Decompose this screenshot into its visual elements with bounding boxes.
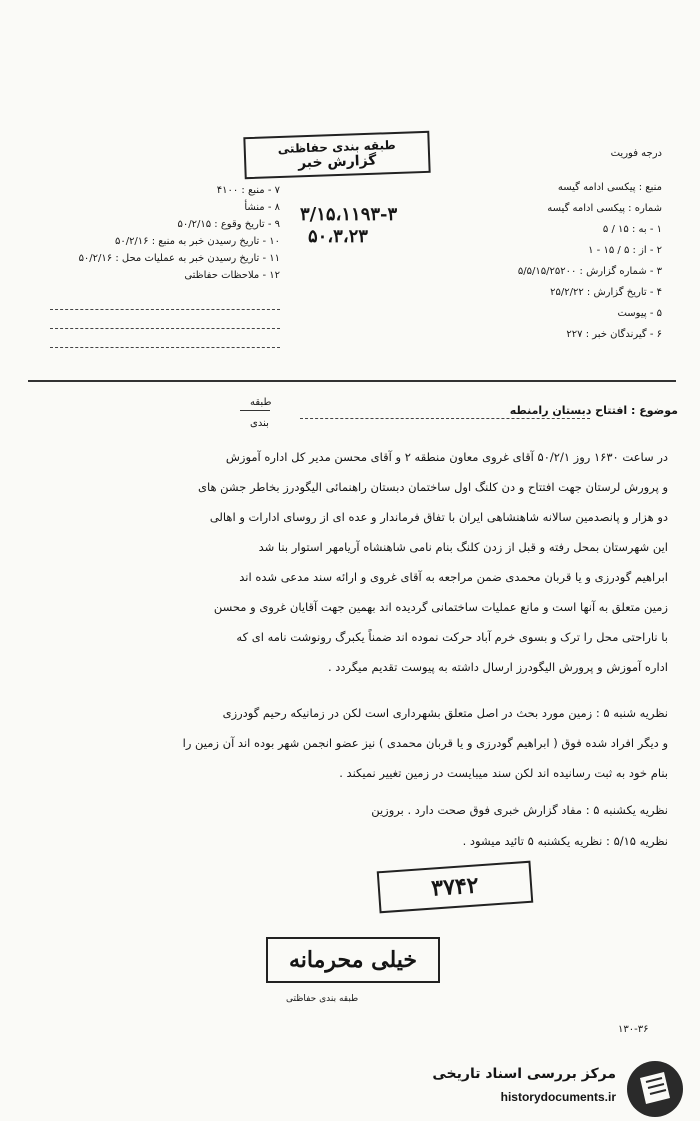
body-line: با ناراحتی محل را ترک و بسوی خرم آباد حرکت نموده اند ضمناً یکبرگ رونوشت نامه ای که: [236, 630, 668, 644]
subject-line: موضوع : افتتاح دبستان رامنطه: [509, 404, 678, 417]
watermark: [420, 1058, 690, 1118]
body-line: در ساعت ۱۶۳۰ روز ۵۰/۲/۱ آقای غروی معاون منطقه ۲ و آقای محسن مدیر کل اداره آموزش: [225, 450, 668, 464]
body-line: این شهرستان بمحل رفته و قبل از زدن کلنگ بنام نامی شاهنشاه آریامهر استوار بنا شد: [258, 540, 668, 554]
watermark-title: مرکز بررسی اسناد تاریخی: [432, 1066, 616, 1082]
field-right: ۱ - به : ۱۵ / ۵: [602, 224, 662, 235]
field-left: ۷ - منبع : ۴۱۰۰: [216, 185, 280, 196]
opinion-line: نظریه شنبه ۵ : زمین مورد بحث در اصل متعلق بشهرداری است لکن در زمانیکه رحیم گودرزی: [222, 706, 668, 720]
signature-text: خیلی محرمانه: [288, 947, 418, 973]
field-right: شماره : پیکسی ادامه گیسه: [547, 203, 662, 214]
page-number: ۱۳۰-۳۶: [618, 1024, 649, 1035]
header-divider: [28, 380, 676, 382]
opinion-line: بنام خود به ثبت رسانیده اند لکن سند میبایست در زمین تغییر نمیکند .: [339, 766, 668, 780]
opinion-block: [30, 708, 668, 798]
body-line: اداره آموزش و پرورش الیگودرز ارسال داشته به پیوست تقدیم میگردد .: [328, 660, 668, 674]
field-left: ۸ - منشأ: [244, 202, 280, 213]
field-right: ۳ - شماره گزارش : ۵/۵/۱۵/۲۵۲۰۰: [517, 266, 662, 277]
body-line: ابراهیم گودرزی و یا قربان محمدی ضمن مراجعه به آقای غروی و ارائه سند مدعی شده اند: [239, 570, 668, 584]
field-left: ۹ - تاریخ وقوع : ۵۰/۲/۱۵: [177, 219, 280, 230]
watermark-url: historydocuments.ir: [500, 1090, 616, 1104]
body-line: زمین متعلق به آنها است و مانع عملیات ساختمانی گردیده اند بهمین جهت آقایان غروی و محسن: [213, 600, 668, 614]
signature-stamp: [266, 937, 440, 983]
archive-logo-icon: [624, 1058, 686, 1120]
field-right: ۶ - گیرندگان خبر : ۲۲۷: [566, 329, 662, 340]
body-line: و پرورش لرستان جهت افتتاح و دن کلنگ اول ساختمان دبستان راهنمائی الیگودرز بخاطر جشن های: [197, 480, 668, 494]
body-line: دو هزار و پانصدمین سالانه شاهنشاهی ایران با تفاق فرماندار و عده ای از روسای ادارات و اهالی: [209, 510, 668, 524]
report-body: [30, 452, 668, 692]
opinion-line: و دیگر افراد شده فوق ( ابراهیم گودرزی و یا قربان محمدی ) نیز عضو انجمن شهر بوده اند آن زمین را: [182, 736, 668, 750]
field-right: ۵ - پیوست: [617, 308, 662, 319]
security-stamp: [243, 131, 430, 179]
received-stamp: [377, 861, 534, 914]
opinion-3: نظریه ۵/۱۵ : نظریه یکشنبه ۵ تائید میشود .: [462, 834, 668, 848]
field-left: ۱۲ - ملاحظات حفاظتی: [184, 270, 280, 281]
priority-label: درجه فوریت: [610, 148, 662, 159]
received-stamp-number: ۳۷۴۲: [430, 872, 480, 902]
blank-line: [50, 328, 280, 329]
handwritten-ref-1: ۳/۱۵،۱۱۹۳-۳: [300, 204, 398, 225]
blank-line: [50, 347, 280, 348]
side-label-1: طبقه: [250, 397, 272, 408]
opinion-2: نظریه یکشنبه ۵ : مفاد گزارش خبری فوق صحت دارد . بروزین: [371, 803, 668, 817]
blank-line: [50, 309, 280, 310]
field-left: ۱۰ - تاریخ رسیدن خبر به منبع : ۵۰/۲/۱۶: [114, 236, 280, 247]
stamp-line-2: گزارش خبر: [297, 152, 377, 172]
subject-underline: [300, 418, 590, 419]
field-left: ۱۱ - تاریخ رسیدن خبر به عملیات محل : ۵۰/۲/۱۶: [78, 253, 280, 264]
handwritten-ref-2: ۵۰،۳،۲۳: [308, 226, 368, 247]
fields-left: [30, 185, 280, 348]
field-right: ۲ - از : ۵ / ۱۵ - ۱: [588, 245, 662, 256]
side-rule: [240, 410, 270, 411]
fields-right: [417, 182, 662, 350]
field-right: ۴ - تاریخ گزارش : ۲۵/۲/۲۲: [550, 287, 662, 298]
stamp-line-1: طبقه بندی حفاظتی: [277, 137, 396, 157]
footer-classification: طبقه بندی حفاظتی: [286, 994, 359, 1004]
field-right: منبع : پیکسی ادامه گیسه: [557, 182, 662, 193]
side-label-2: بندی: [250, 418, 269, 429]
